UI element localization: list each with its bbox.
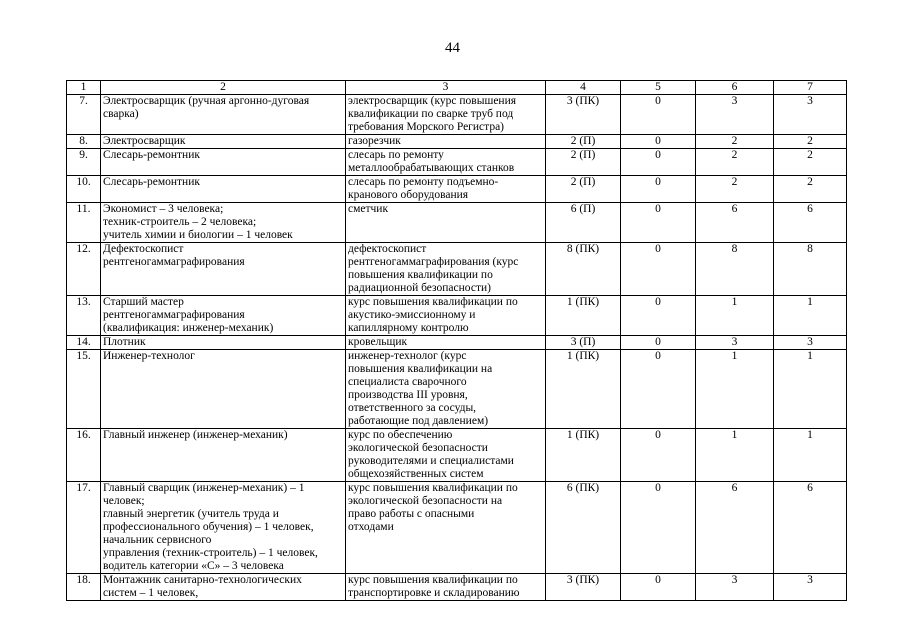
column-7-cell: 2 — [774, 176, 847, 203]
column-6-cell: 2 — [696, 149, 774, 176]
course-cell: курс повышения квалификации по экологической безопасности на право работы с опасными отходами — [346, 482, 546, 574]
table-row — [67, 243, 847, 296]
profession-cell: Электросварщик (ручная аргонно-дуговая сварка) — [101, 95, 346, 135]
profession-cell: Монтажник санитарно-технологических систем – 1 человек, — [101, 574, 346, 601]
row-number: 15. — [67, 350, 101, 429]
training-type-cell: 3 (ПК) — [546, 95, 621, 135]
course-cell: курс по обеспечению экологической безопасности руководителями и специалистами общехозяйственных систем — [346, 429, 546, 482]
column-5-cell: 0 — [621, 350, 696, 429]
training-type-cell: 6 (П) — [546, 203, 621, 243]
training-type-cell: 1 (ПК) — [546, 350, 621, 429]
course-cell: газорезчик — [346, 135, 546, 149]
profession-cell: Экономист – 3 человека; техник-строитель – 2 человека; учитель химии и биологии – 1 человек — [101, 203, 346, 243]
column-6-cell: 1 — [696, 350, 774, 429]
table-row — [67, 429, 847, 482]
column-7-cell: 1 — [774, 296, 847, 336]
column-6-cell: 2 — [696, 135, 774, 149]
table-row — [67, 336, 847, 350]
document-table — [66, 80, 847, 601]
row-number: 8. — [67, 135, 101, 149]
table-row — [67, 135, 847, 149]
training-type-cell: 2 (П) — [546, 149, 621, 176]
profession-cell: Главный сварщик (инженер-механик) – 1 человек; главный энергетик (учитель труда и профессионального обучения) – 1 человек, начальник сервисного управления (техник-строитель) – 1 человек, водитель категории «С» – 3 человека — [101, 482, 346, 574]
column-5-cell: 0 — [621, 243, 696, 296]
row-number: 10. — [67, 176, 101, 203]
table-row — [67, 482, 847, 574]
table-row — [67, 574, 847, 601]
table-row — [67, 350, 847, 429]
header-cell: 7 — [774, 81, 847, 95]
course-cell: дефектоскопист рентгеногаммаграфирования (курс повышения квалификации по радиационной безопасности) — [346, 243, 546, 296]
header-cell: 6 — [696, 81, 774, 95]
row-number: 12. — [67, 243, 101, 296]
column-7-cell: 3 — [774, 574, 847, 601]
table-row — [67, 176, 847, 203]
column-5-cell: 0 — [621, 574, 696, 601]
column-5-cell: 0 — [621, 482, 696, 574]
header-cell: 2 — [101, 81, 346, 95]
column-5-cell: 0 — [621, 296, 696, 336]
column-6-cell: 3 — [696, 95, 774, 135]
course-cell: электросварщик (курс повышения квалификации по сварке труб под требования Морского Регистра) — [346, 95, 546, 135]
training-type-cell: 1 (ПК) — [546, 296, 621, 336]
profession-cell: Дефектоскопист рентгеногаммаграфирования — [101, 243, 346, 296]
column-6-cell: 3 — [696, 336, 774, 350]
header-cell: 1 — [67, 81, 101, 95]
row-number: 18. — [67, 574, 101, 601]
row-number: 11. — [67, 203, 101, 243]
column-5-cell: 0 — [621, 336, 696, 350]
column-6-cell: 2 — [696, 176, 774, 203]
course-cell: кровельщик — [346, 336, 546, 350]
column-7-cell: 8 — [774, 243, 847, 296]
profession-cell: Инженер-технолог — [101, 350, 346, 429]
column-6-cell: 8 — [696, 243, 774, 296]
header-cell: 3 — [346, 81, 546, 95]
column-7-cell: 2 — [774, 149, 847, 176]
training-type-cell: 1 (ПК) — [546, 429, 621, 482]
table-row — [67, 203, 847, 243]
column-7-cell: 3 — [774, 95, 847, 135]
column-5-cell: 0 — [621, 176, 696, 203]
column-6-cell: 6 — [696, 203, 774, 243]
row-number: 14. — [67, 336, 101, 350]
training-type-cell: 8 (ПК) — [546, 243, 621, 296]
row-number: 7. — [67, 95, 101, 135]
table-row — [67, 95, 847, 135]
course-cell: слесарь по ремонту подъемно- кранового оборудования — [346, 176, 546, 203]
column-5-cell: 0 — [621, 135, 696, 149]
training-type-cell: 2 (П) — [546, 176, 621, 203]
header-cell: 4 — [546, 81, 621, 95]
course-cell: слесарь по ремонту металлообрабатывающих станков — [346, 149, 546, 176]
training-type-cell: 6 (ПК) — [546, 482, 621, 574]
column-5-cell: 0 — [621, 429, 696, 482]
profession-cell: Слесарь-ремонтник — [101, 149, 346, 176]
column-6-cell: 1 — [696, 429, 774, 482]
column-7-cell: 6 — [774, 482, 847, 574]
column-6-cell: 3 — [696, 574, 774, 601]
column-7-cell: 1 — [774, 429, 847, 482]
row-number: 9. — [67, 149, 101, 176]
column-5-cell: 0 — [621, 203, 696, 243]
table-row — [67, 149, 847, 176]
row-number: 17. — [67, 482, 101, 574]
header-row — [67, 81, 847, 95]
training-type-cell: 2 (П) — [546, 135, 621, 149]
profession-cell: Слесарь-ремонтник — [101, 176, 346, 203]
column-7-cell: 2 — [774, 135, 847, 149]
row-number: 13. — [67, 296, 101, 336]
profession-cell: Старший мастер рентгеногаммаграфирования (квалификация: инженер-механик) — [101, 296, 346, 336]
row-number: 16. — [67, 429, 101, 482]
column-5-cell: 0 — [621, 149, 696, 176]
column-7-cell: 1 — [774, 350, 847, 429]
course-cell: сметчик — [346, 203, 546, 243]
course-cell: инженер-технолог (курс повышения квалификации на специалиста сварочного производства III уровня, ответственного за сосуды, работающие под давлением) — [346, 350, 546, 429]
column-6-cell: 1 — [696, 296, 774, 336]
table-row — [67, 296, 847, 336]
course-cell: курс повышения квалификации по транспортировке и складированию — [346, 574, 546, 601]
column-7-cell: 3 — [774, 336, 847, 350]
training-type-cell: 3 (П) — [546, 336, 621, 350]
course-cell: курс повышения квалификации по акустико-эмиссионному и капиллярному контролю — [346, 296, 546, 336]
training-type-cell: 3 (ПК) — [546, 574, 621, 601]
column-5-cell: 0 — [621, 95, 696, 135]
profession-cell: Электросварщик — [101, 135, 346, 149]
column-6-cell: 6 — [696, 482, 774, 574]
page-number: 44 — [445, 40, 460, 56]
profession-cell: Плотник — [101, 336, 346, 350]
header-cell: 5 — [621, 81, 696, 95]
profession-cell: Главный инженер (инженер-механик) — [101, 429, 346, 482]
column-7-cell: 6 — [774, 203, 847, 243]
